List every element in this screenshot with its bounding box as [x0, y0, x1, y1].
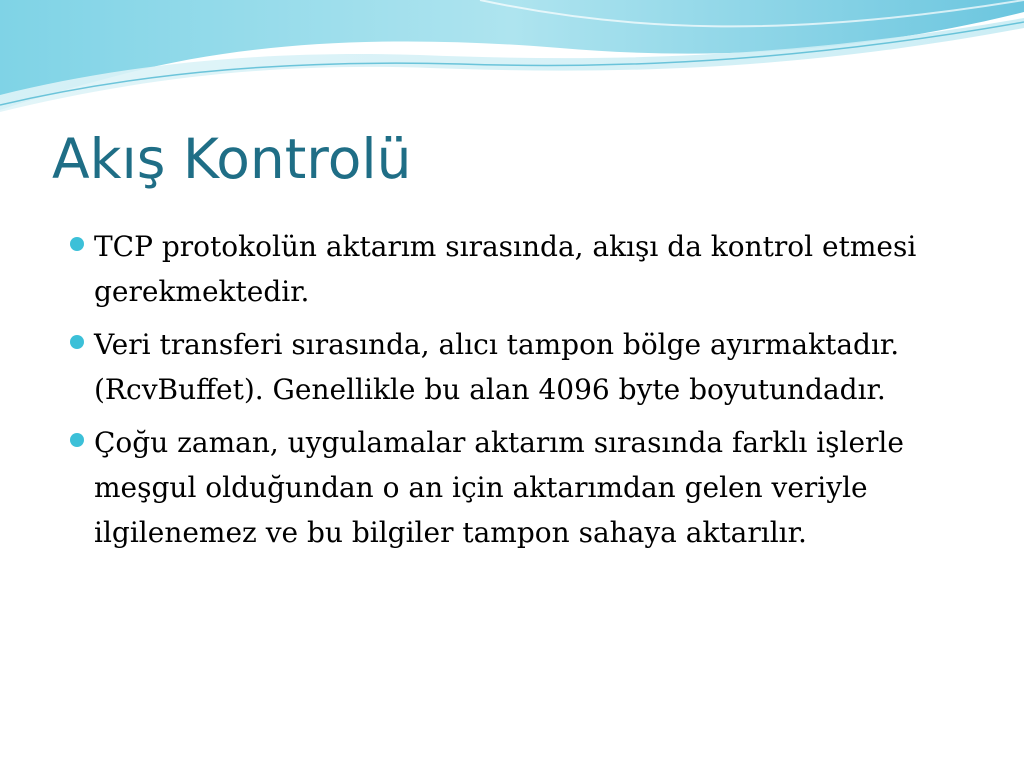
bullet-dot-icon [70, 335, 84, 349]
bullet-text: Veri transferi sırasında, alıcı tampon bölge ayırmaktadır. (RcvBuffet). Genellikle bu alan 4096 byte boyutundadır. [94, 328, 900, 406]
bullet-list [70, 224, 960, 563]
bullet-dot-icon [70, 433, 84, 447]
slide-title: Akış Kontrolü [52, 127, 412, 191]
bullet-text: TCP protokolün aktarım sırasında, akışı da kontrol etmesi gerekmektedir. [94, 230, 917, 308]
bullet-dot-icon [70, 237, 84, 251]
bullet-item [70, 420, 960, 555]
decorative-wave-header [0, 0, 1024, 130]
bullet-item [70, 224, 960, 314]
bullet-item [70, 322, 960, 412]
bullet-text: Çoğu zaman, uygulamalar aktarım sırasında farklı işlerle meşgul olduğundan o an için aktarımdan gelen veriyle ilgilenemez ve bu bilgiler tampon sahaya aktarılır. [94, 426, 904, 549]
